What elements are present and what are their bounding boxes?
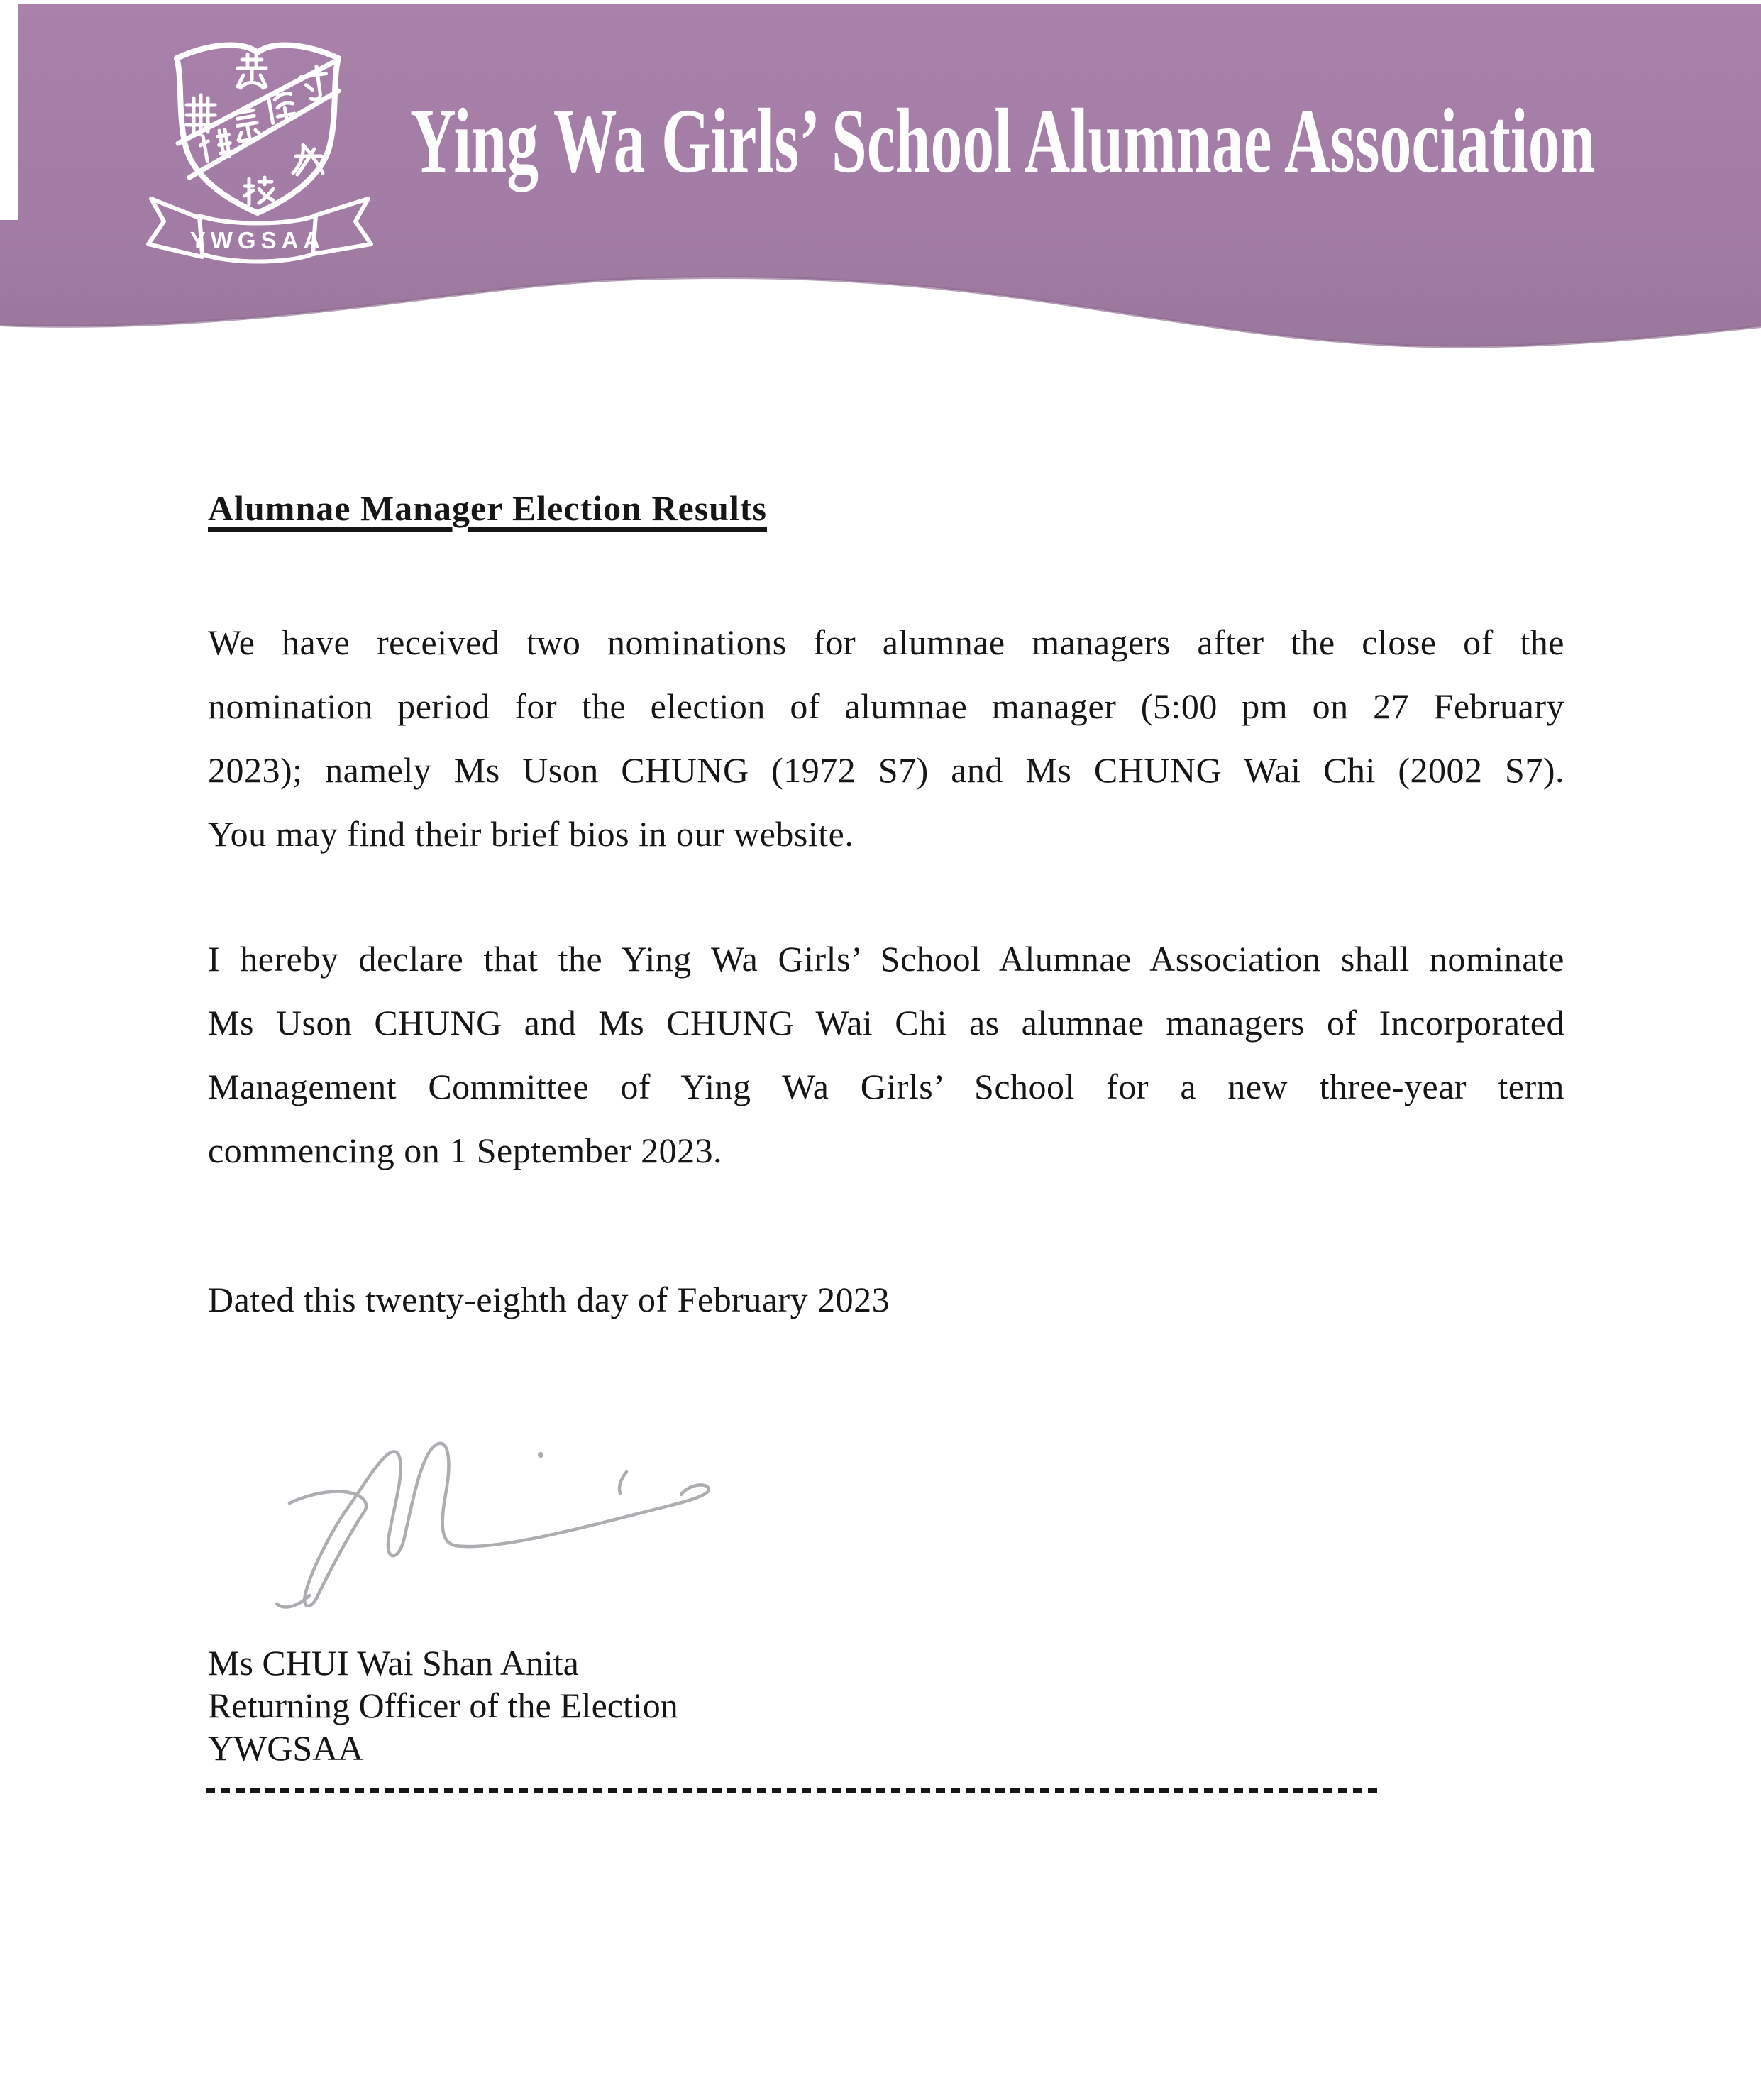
- signatory-title: Returning Officer of the Election: [208, 1686, 678, 1725]
- signature-image: [248, 1426, 745, 1618]
- paragraph-1: [208, 610, 1564, 866]
- crest-character-xiao: [245, 177, 273, 204]
- signatory-name: Ms CHUI Wai Shan Anita: [208, 1643, 579, 1683]
- date-line: Dated this twenty-eighth day of February 2023: [208, 1280, 890, 1319]
- crest-character-ying: [238, 54, 266, 88]
- organization-name-text: Ying Wa Girls’ School Alumnae Association: [410, 90, 1596, 192]
- signatory-organization: YWGSAA: [208, 1728, 364, 1768]
- paragraph-line: Ms Uson CHUNG and Ms CHUNG Wai Chi as alumnae managers of Incorporated: [208, 1003, 1564, 1043]
- paragraph-line: I hereby declare that the Ying Wa Girls’ School Alumnae Association shall nominate: [208, 939, 1564, 979]
- signatory-block: [208, 1642, 1059, 1769]
- organization-name: [410, 90, 1761, 192]
- paragraph-line: nomination period for the election of alumnae manager (5:00 pm on 27 February: [208, 686, 1564, 726]
- letter-title: Alumnae Manager Election Results: [208, 488, 767, 528]
- paragraph-line: 2023); namely Ms Uson CHUNG (1972 S7) and Ms CHUNG Wai Chi (2002 S7).: [208, 750, 1564, 790]
- signature-main-stroke: [289, 1444, 709, 1606]
- scan-margin-top: [0, 0, 1761, 4]
- scan-margin-left: [0, 0, 18, 220]
- paragraph-2: [208, 927, 1564, 1182]
- signature-dot: [538, 1452, 543, 1458]
- signature-tick: [619, 1472, 626, 1493]
- crest-ribbon-text: YWGSAA: [189, 227, 326, 253]
- paragraph-line: You may find their brief bios in our website.: [208, 814, 854, 854]
- paragraph-line: commencing on 1 September 2023.: [208, 1131, 723, 1170]
- paragraph-line: We have received two nominations for alumnae managers after the close of the: [208, 622, 1564, 662]
- paragraph-line: Management Committee of Ying Wa Girls’ School for a new three-year term: [208, 1067, 1564, 1106]
- school-crest: [131, 37, 394, 264]
- divider-dashed-line: [206, 1788, 1380, 1793]
- crest-character-shi: [233, 110, 260, 142]
